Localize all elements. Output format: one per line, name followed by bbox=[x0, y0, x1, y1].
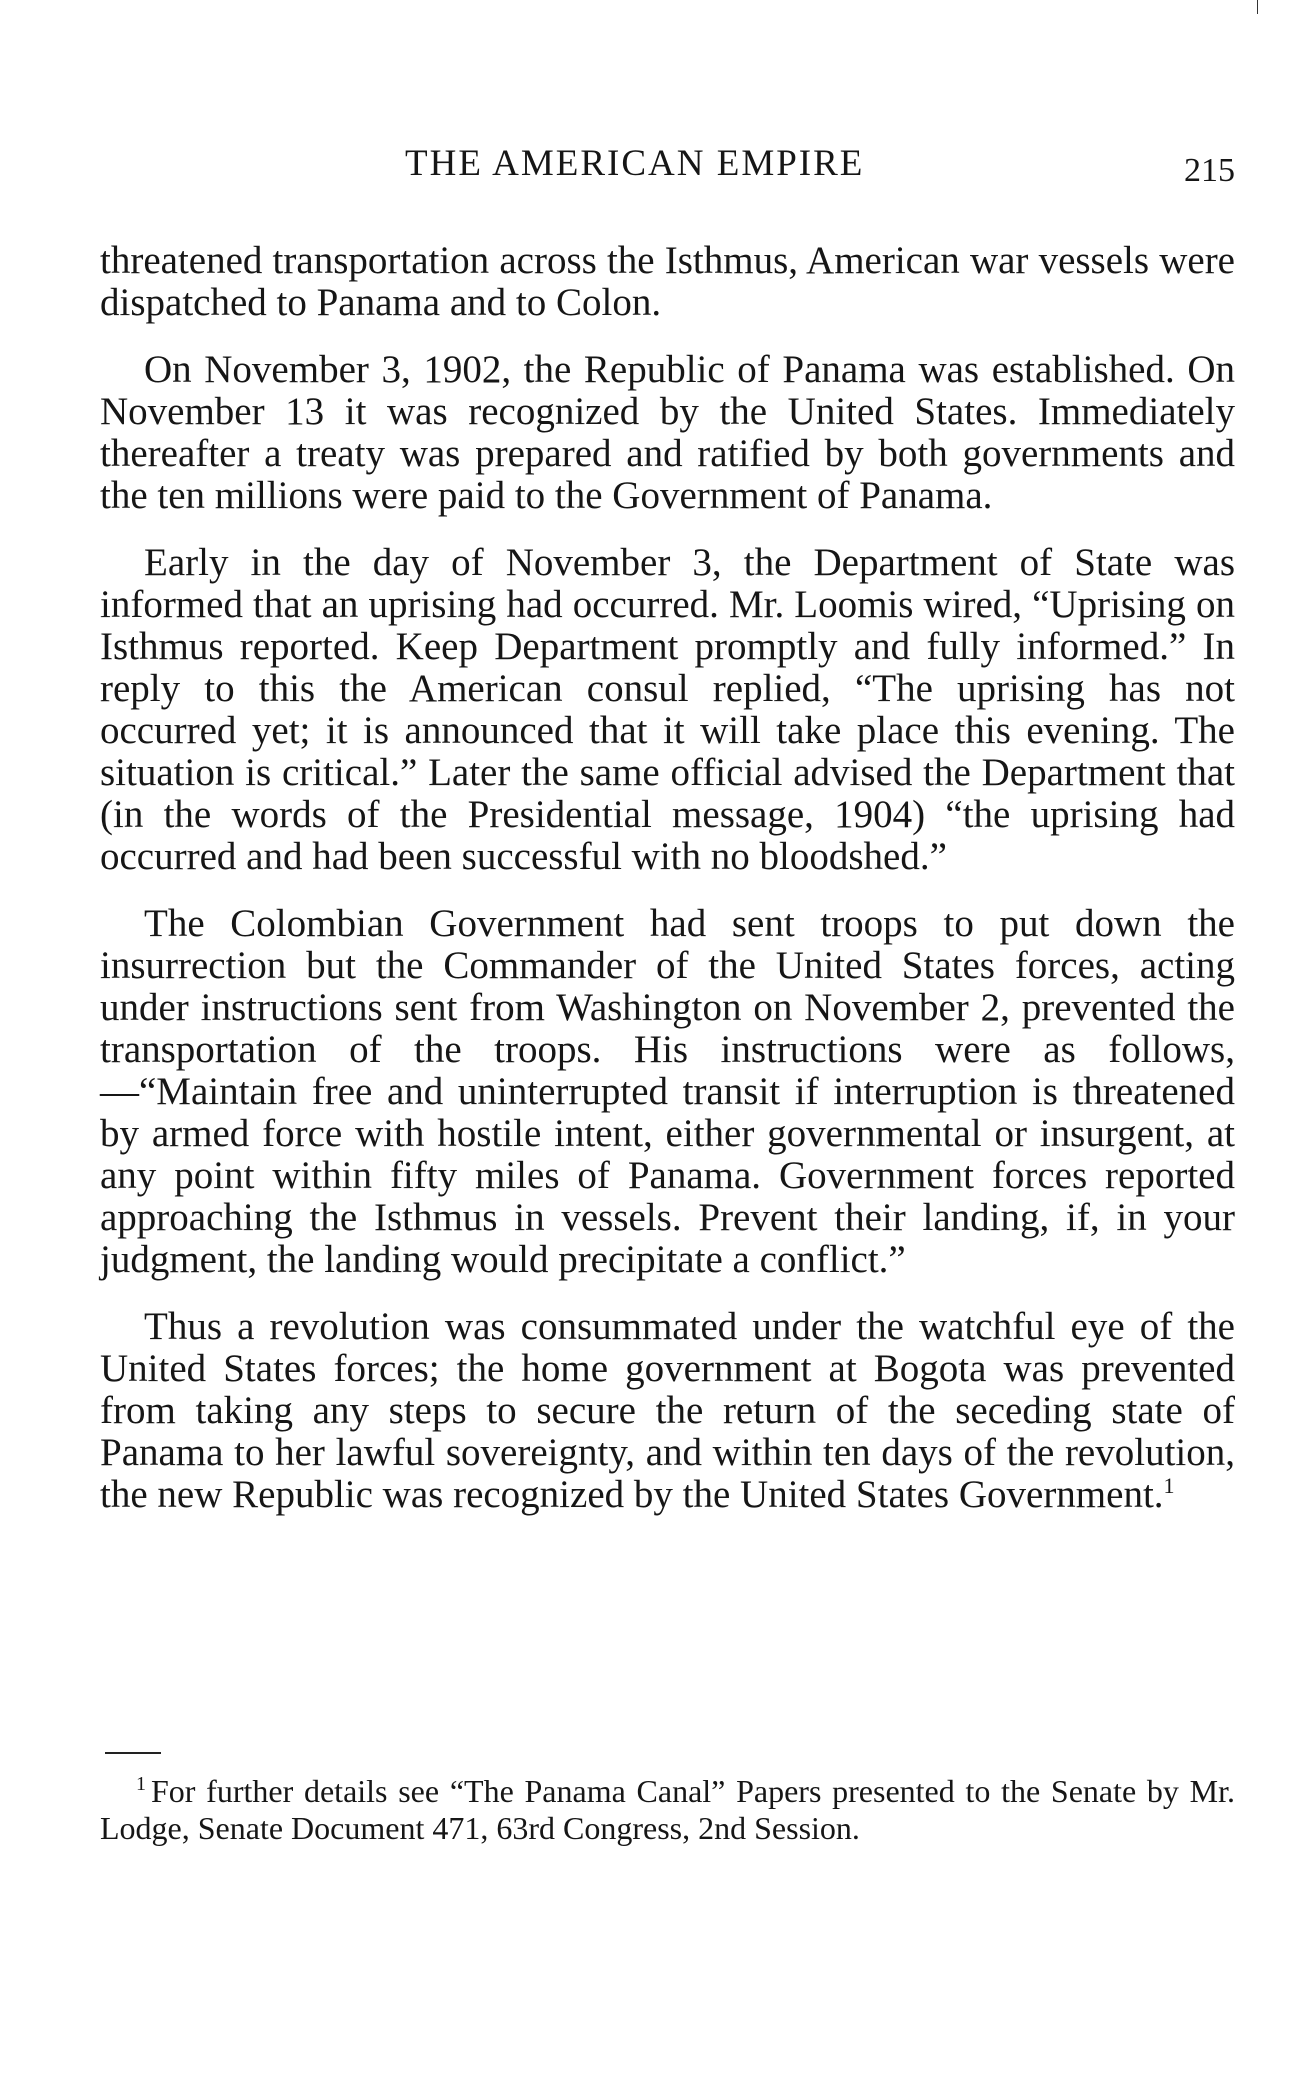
body-text bbox=[100, 240, 1235, 1541]
footnote-reference: 1 bbox=[1163, 1473, 1175, 1498]
running-title: THE AMERICAN EMPIRE bbox=[405, 143, 865, 184]
paragraph-continuation: threatened transportation across the Isthmus, American war vessels were dispatched to Panama and to Colon. bbox=[100, 239, 1235, 324]
paragraph-republic-established: On November 3, 1902, the Republic of Panama was established. On November 13 it was recognized by the United States. Immediately thereafter a treaty was prepared and ratified by both governments and the ten millions were paid to the Government of Panama. bbox=[100, 348, 1235, 517]
footnote bbox=[100, 1773, 1235, 1847]
paragraph-revolution-text: Thus a revolution was consummated under the watchful eye of the United States forces; the home government at Bogota was prevented from taking any steps to secure the return of the seceding state of Panama to her lawful sovereignty, and within ten days of the revolution, the new Republic was recognized by the United States Government. bbox=[100, 1305, 1235, 1516]
footnote-marker: 1 bbox=[136, 1773, 146, 1796]
footnote-text: For further details see “The Panama Canal” Papers presented to the Senate by Mr. Lodge, Senate Document 471, 63rd Congress, 2nd Session. bbox=[100, 1773, 1235, 1846]
paragraph-early-in-the-day: Early in the day of November 3, the Department of State was informed that an uprising had occurred. Mr. Loomis wired, “Uprising on Isthmus reported. Keep Department promptly and fully informed.” In reply to this the American consul replied, “The uprising has not occurred yet; it is announced that it will take place this evening. The situation is critical.” Later the same official advised the Department that (in the words of the Presidential message, 1904) “the uprising had occurred and had been successful with no bloodshed.” bbox=[100, 541, 1235, 878]
paragraph-colombian-government: The Colombian Government had sent troops to put down the insurrection but the Commander of the United States forces, acting under instructions sent from Washington on November 2, prevented the transportation of the troops. His instructions were as follows,—“Maintain free and uninterrupted transit if interruption is threatened by armed force with hostile intent, either governmental or insurgent, at any point within fifty miles of Panama. Government forces reported approaching the Isthmus in vessels. Prevent their landing, if, in your judgment, the landing would precipitate a conflict.” bbox=[100, 902, 1235, 1281]
page-number: 215 bbox=[1184, 152, 1235, 189]
running-header bbox=[100, 142, 1235, 192]
page-edge-mark bbox=[1257, 0, 1258, 14]
paragraph-revolution-consummated bbox=[100, 1306, 1235, 1516]
footnote-divider bbox=[105, 1752, 161, 1754]
